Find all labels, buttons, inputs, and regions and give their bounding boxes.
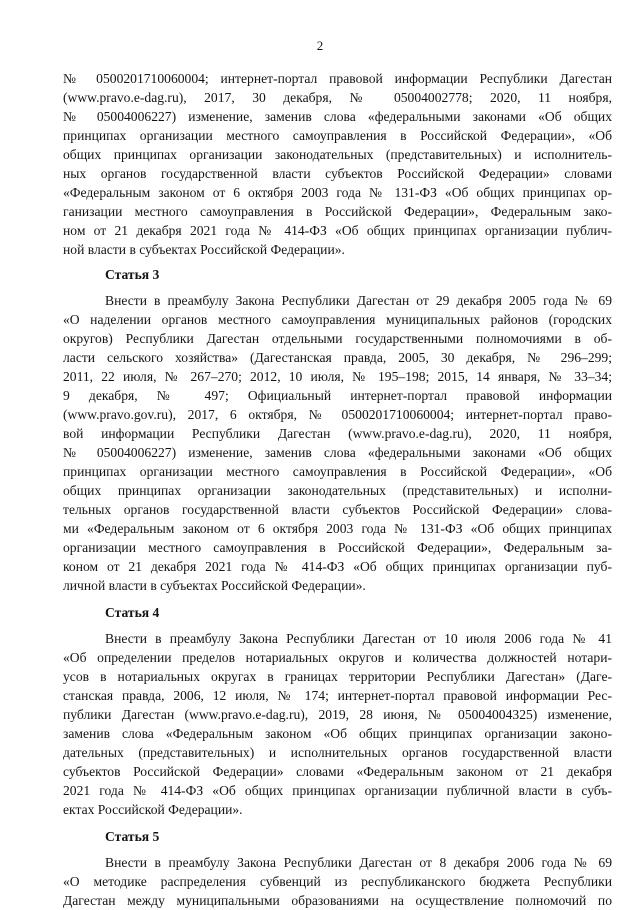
text-line: «Федеральным законом от 6 октября 2003 года № 131-ФЗ «Об общих принципах ор- xyxy=(63,185,612,200)
text-line: Внести в преамбулу Закона Республики Дагестан от 10 июля 2006 года № 41 xyxy=(105,631,612,646)
text-line: Внести в преамбулу Закона Республики Дагестан от 29 декабря 2005 года № 69 xyxy=(105,293,612,308)
text-line: округов) Республики Дагестан отдельными государственными полномочиями в об- xyxy=(63,331,612,346)
text-line: 2011, 22 июля, № 267–270; 2012, 10 июля, № 195–198; 2015, 14 января, № 33–34; xyxy=(63,369,612,384)
text-line: (www.pravo.e-dag.ru), 2017, 30 декабря, № 05004002778; 2020, 11 ноября, xyxy=(63,90,612,105)
article-heading: Статья 3 xyxy=(105,267,160,282)
text-line: общих принципах организации законодательных (представительных) и исполнитель- xyxy=(63,147,612,162)
text-line: коном от 21 декабря 2021 года № 414-ФЗ «Об общих принципах организации пуб- xyxy=(63,559,612,574)
text-line: ласти сельского хозяйства» (Дагестанская правда, 2005, 30 декабря, № 296–299; xyxy=(63,350,612,365)
text-line: (www.pravo.gov.ru), 2017, 6 октября, № 0500201710060004; интернет-портал право- xyxy=(63,407,612,422)
text-line: № 05004006227) изменение, заменив слова «федеральными законами «Об общих xyxy=(63,445,612,460)
text-line: организации местного самоуправления в Российской Федерации», Федеральным за- xyxy=(63,540,612,555)
text-line: дательных (представительных) и исполнительных органов государственной власти xyxy=(63,745,612,760)
article-heading: Статья 5 xyxy=(105,829,160,844)
text-line: ганизации местного самоуправления в Российской Федерации», Федеральным зако- xyxy=(63,204,612,219)
text-line: ной власти в субъектах Российской Федерации». xyxy=(63,242,345,257)
text-line: № 0500201710060004; интернет-портал правовой информации Республики Дагестан xyxy=(63,71,612,86)
text-line: 2021 года № 414-ФЗ «Об общих принципах организации публичной власти в субъ- xyxy=(63,783,612,798)
text-line: Внести в преамбулу Закона Республики Дагестан от 8 декабря 2006 года № 69 xyxy=(105,855,612,870)
text-line: Дагестан между муниципальными образованиями на осуществление полномочий по xyxy=(63,893,612,908)
text-line: «О наделении органов местного самоуправления муниципальных районов (городских xyxy=(63,312,612,327)
text-line: публики Дагестан (www.pravo.e-dag.ru), 2019, 28 июня, № 05004004325) изменение, xyxy=(63,707,612,722)
text-line: общих принципах организации законодательных (представительных) и исполни- xyxy=(63,483,612,498)
text-line: «О методике распределения субвенций из республиканского бюджета Республики xyxy=(63,874,612,889)
text-line: № 05004006227) изменение, заменив слова «федеральными законами «Об общих xyxy=(63,109,612,124)
text-line: 9 декабря, № 497; Официальный интернет-портал правовой информации xyxy=(63,388,612,403)
text-line: усов в нотариальных округах в границах территории Республики Дагестан» (Даге- xyxy=(63,669,612,684)
text-line: станская правда, 2006, 12 июля, № 174; интернет-портал правовой информации Рес- xyxy=(63,688,612,703)
text-line: ми «Федеральным законом от 6 октября 2003 года № 131-ФЗ «Об общих принципах xyxy=(63,521,612,536)
text-line: ном от 21 декабря 2021 года № 414-ФЗ «Об общих принципах организации публич- xyxy=(63,223,612,238)
text-line: личной власти в субъектах Российской Федерации». xyxy=(63,578,366,593)
text-line: ных органов государственной власти субъектов Российской Федерации» словами xyxy=(63,166,612,181)
page-number: 2 xyxy=(316,38,324,53)
text-line: принципах организации местного самоуправления в Российской Федерации», «Об xyxy=(63,464,612,479)
text-line: заменив слова «Федеральным законом «Об общих принципах организации законо- xyxy=(63,726,612,741)
article-heading: Статья 4 xyxy=(105,605,160,620)
text-line: тельных органов государственной власти субъектов Российской Федерации» слова- xyxy=(63,502,612,517)
text-line: «Об определении пределов нотариальных округов и количества должностей нотари- xyxy=(63,650,612,665)
text-line: субъектов Российской Федерации» словами «Федеральным законом от 21 декабря xyxy=(63,764,612,779)
text-line: ектах Российской Федерации». xyxy=(63,802,243,817)
text-line: принципах организации местного самоуправления в Российской Федерации», «Об xyxy=(63,128,612,143)
text-line: вой информации Республики Дагестан (www.pravo.e-dag.ru), 2020, 11 ноября, xyxy=(63,426,612,441)
